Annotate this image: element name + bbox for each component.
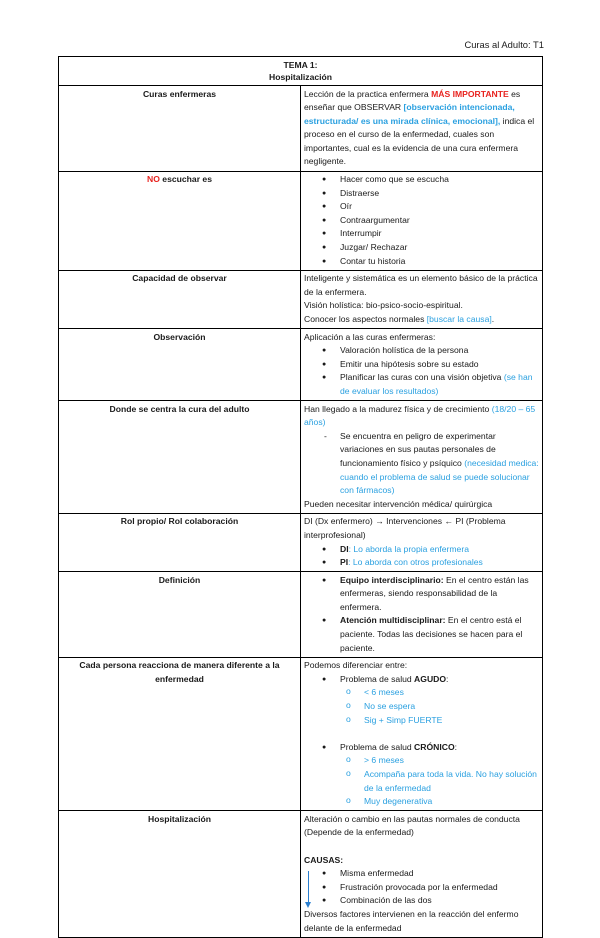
list-item: o Acompaña para toda la vida. No hay solución de la enfermedad [304, 768, 539, 795]
table-row [59, 657, 543, 811]
table-row [59, 811, 543, 937]
list-item: ● Hacer como que se escucha [304, 173, 539, 187]
notes-table [58, 56, 543, 938]
row-content [301, 171, 543, 270]
text: Inteligente y sistemática es un elemento básico de la práctica de la enfermera. [304, 273, 538, 297]
list-item: ● Oír [304, 200, 539, 214]
table-row [59, 270, 543, 328]
row-content [301, 86, 543, 172]
row-label: Cada persona reacciona de manera diferente a la enfermedad [59, 657, 301, 811]
highlight-text: [observación intencionada, estructurada/ es una mirada clínica, emocional], [304, 102, 515, 126]
list-item: o No se espera [304, 700, 539, 714]
row-content: Alteración o cambio en las pautas normales de conducta (Depende de la enfermedad) CAUSAS: ● Misma enfermedad ● Frustración provocada por la enfermedad ● Combinación de las dos Diversos factores intervienen en la reacción del enfermo delante de la enfermedad [301, 811, 543, 937]
row-content: Aplicación a las curas enfermeras: ● Valoración holística de la persona ● Emitir una hipótesis sobre su estado ● Planificar las curas con una visión objetiva (se han de evaluar los resultados) [301, 329, 543, 401]
row-content: DI (Dx enfermero) → Intervenciones ← PI (Problema interprofesional) ● DI: Lo aborda la propia enfermera ● PI: Lo aborda con otros profesionales [301, 513, 543, 571]
list-item: ● Equipo interdisciplinario: En el centro están las enfermeras, siendo responsabilidad de la enfermera. [304, 574, 539, 615]
table-title [59, 57, 543, 86]
row-label: NO escuchar es [59, 171, 301, 270]
row-content [301, 572, 543, 658]
text: Lección de la practica enfermera [304, 88, 432, 99]
list-item: o Sig + Simp FUERTE [304, 714, 539, 728]
text: es enseñar que OBSERVAR [304, 88, 521, 113]
title-line-1: TEMA 1: [283, 60, 318, 70]
list-item: ● Juzgar/ Rechazar [304, 241, 539, 255]
list-item: ● Misma enfermedad [304, 867, 539, 881]
list-item: ● Contar tu historia [304, 255, 539, 269]
document-header: Curas al Adulto: T1 [464, 39, 544, 50]
row-label: Donde se centra la cura del adulto [59, 401, 301, 514]
list-item: ● Emitir una hipótesis sobre su estado [304, 358, 539, 372]
list-item: ● Problema de salud AGUDO: [304, 673, 539, 687]
row-label: Rol propio/ Rol colaboración [59, 513, 301, 571]
row-content: Han llegado a la madurez física y de crecimiento (18/20 – 65 años) - Se encuentra en peligro de experimentar variaciones en sus pautas personales de funcionamiento físico y psíquico (necesidad medica: cuando el problema de salud se puede solucionar con fármacos) Pueden necesitar intervención médica/ quirúrgica [301, 401, 543, 514]
list-item: ● Valoración holística de la persona [304, 344, 539, 358]
table-row [59, 171, 543, 270]
list-item: o > 6 meses [304, 754, 539, 768]
list-item: o < 6 meses [304, 686, 539, 700]
row-content: Inteligente y sistemática es un elemento básico de la práctica de la enfermera. Visión holística: bio-psico-socio-espiritual. Conocer los aspectos normales [buscar la causa]. [301, 270, 543, 328]
row-label: Definición [59, 572, 301, 658]
table-row [59, 572, 543, 658]
list-item: ● Problema de salud CRÓNICO: [304, 741, 539, 755]
list-item: ● Distraerse [304, 187, 539, 201]
title-line-2: Hospitalización [268, 72, 333, 82]
list-item: ● Interrumpir [304, 227, 539, 241]
text: indica el proceso en el curso de la enfermedad, cuales son importantes, cual es la evidencia de una cura enfermera negligente. [304, 115, 535, 167]
list-item: ● Atención multidisciplinar: En el centro está el paciente. Todas las decisiones se hacen para el paciente. [304, 614, 539, 655]
highlight-text: MÁS IMPORTANTE [431, 88, 509, 99]
row-label: Capacidad de observar [59, 270, 301, 328]
list-item: - Se encuentra en peligro de experimentar variaciones en sus pautas personales de funcionamiento físico y psíquico (necesidad medica: cuando el problema de salud se puede solucionar con fármacos) [304, 430, 539, 498]
table-row [59, 329, 543, 401]
row-label: Curas enfermeras [59, 86, 301, 172]
table-row [59, 401, 543, 514]
list-item: o Muy degenerativa [304, 795, 539, 809]
list-item: ● Combinación de las dos [304, 894, 539, 908]
table-row [59, 513, 543, 571]
list-item: ● Contraargumentar [304, 214, 539, 228]
row-label: Observación [59, 329, 301, 401]
list-item: ● Planificar las curas con una visión objetiva (se han de evaluar los resultados) [304, 371, 539, 398]
row-label: Hospitalización [59, 811, 301, 937]
list-item: ● DI: Lo aborda la propia enfermera [304, 543, 539, 557]
text: Visión holística: bio-psico-socio-espiritual. [304, 300, 463, 311]
row-content: Podemos diferenciar entre: ● Problema de salud AGUDO: o < 6 meses o No se espera o Sig + Simp FUERTE ● Problema de salud CRÓNICO: o > 6 meses o Acompaña para toda la vida. No hay solución de la enfermedad o Muy degenerativa [301, 657, 543, 811]
list-item: ● PI: Lo aborda con otros profesionales [304, 556, 539, 570]
table-row [59, 86, 543, 172]
list-item: ● Frustración provocada por la enfermedad [304, 881, 539, 895]
